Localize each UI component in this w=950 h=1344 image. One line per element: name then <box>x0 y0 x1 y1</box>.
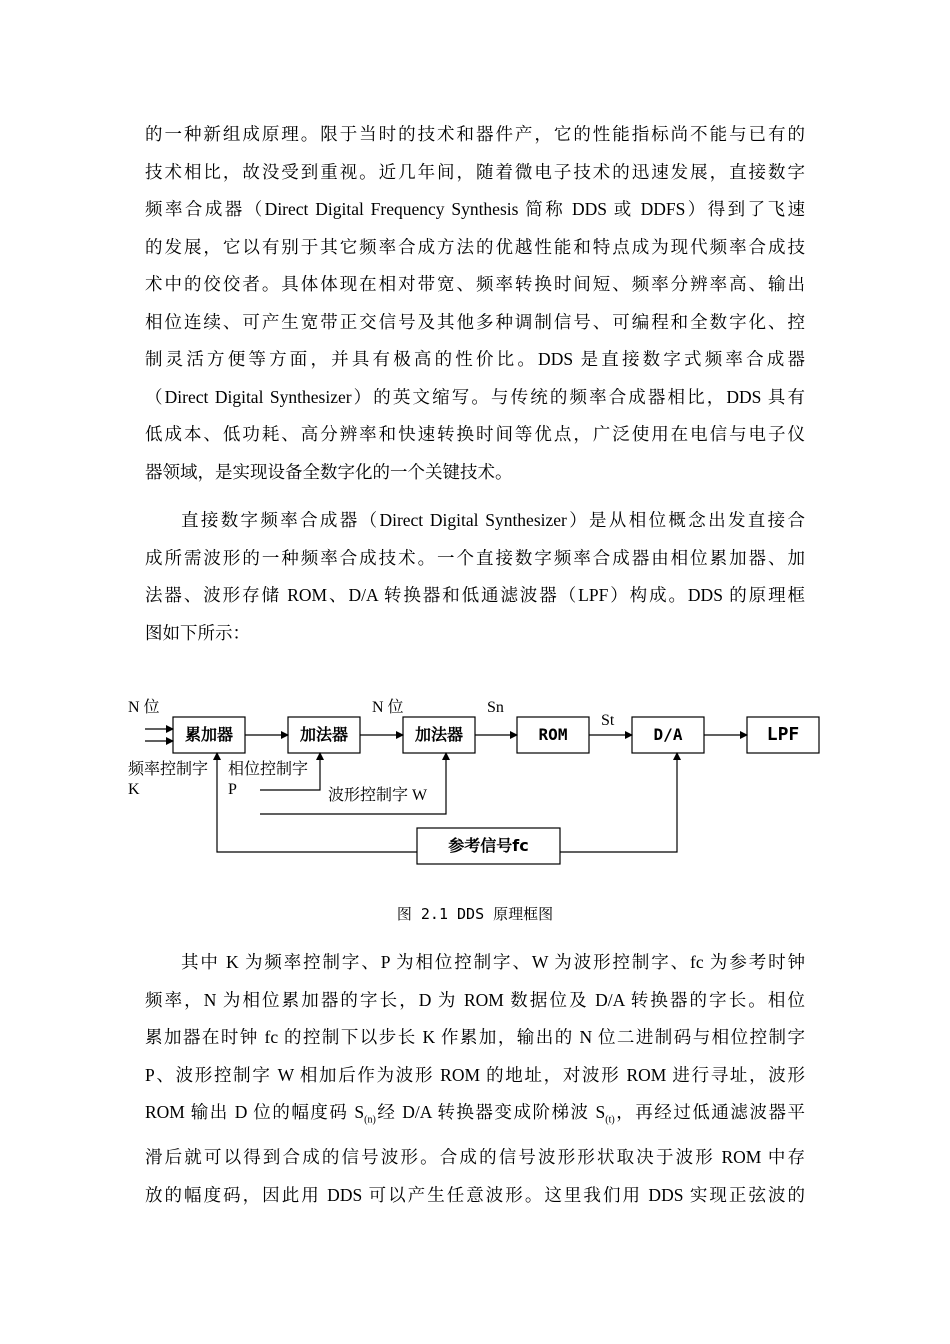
n-bits-left-label: N 位 <box>128 699 160 716</box>
text-run: ，再经过低通滤波器平 <box>614 1102 806 1122</box>
da-label: D/A <box>653 725 683 744</box>
text-line: 术中的佼佼者。具体体现在相对带宽、频率转换时间短、频率分辨率高、输出 <box>145 274 805 294</box>
text-line: 低成本、低功耗、高分辨率和快速转换时间等优点，广泛使用在电信与电子仪 <box>145 424 805 444</box>
lpf-label: LPF <box>766 724 800 745</box>
sn-label: Sn <box>487 699 504 716</box>
text-line: 技术相比，故没受到重视。近几年间，随着微电子技术的迅速发展，直接数字 <box>145 161 805 182</box>
st-label: St <box>601 712 615 729</box>
text-line <box>145 1094 805 1139</box>
text-line: 直接数字频率合成器（Direct Digital Synthesizer）是从相位概念出发直接合 <box>181 510 805 530</box>
text-run: 放的幅度码，因此用 DDS 可以产生任意波形。这里我们用 DDS 实现正弦波的 <box>145 1184 805 1205</box>
text-line <box>145 1177 805 1215</box>
subscript: (n) <box>364 1114 376 1126</box>
accumulator-label: 累加器 <box>184 725 233 744</box>
text-line: 制灵活方便等方面，并具有极高的性价比。DDS 是直接数字式频率合成器 <box>145 349 805 369</box>
text-line: 频率合成器（Direct Digital Frequency Synthesis 简称 DDS 或 DDFS）得到了飞速 <box>145 199 805 219</box>
p-label: P <box>228 781 237 798</box>
text-run: 累加器在时钟 fc 的控制下以步长 K 作累加，输出的 N 位二进制码与相位控制字 <box>145 1027 805 1047</box>
text-run: 其中 K 为频率控制字、P 为相位控制字、W 为波形控制字、fc 为参考时钟 <box>181 952 805 972</box>
phase-word-label: 相位控制字 <box>228 761 309 778</box>
text-line: 法器、波形存储 ROM、D/A 转换器和低通滤波器（LPF）构成。DDS 的原理框 <box>145 585 805 605</box>
text-line: 成所需波形的一种频率合成技术。一个直接数字频率合成器由相位累加器、加 <box>145 547 805 568</box>
text-line: （Direct Digital Synthesizer）的英文缩写。与传统的频率合成器相比，DDS 具有 <box>145 386 805 407</box>
adder2-label: 加法器 <box>414 725 463 744</box>
text-line <box>145 1139 805 1177</box>
figure-caption: 图 2.1 DDS 原理框图 <box>396 905 554 923</box>
text-line: 的一种新组成原理。限于当时的技术和器件产，它的性能指标尚不能与已有的 <box>145 124 805 144</box>
n-bits-mid-label: N 位 <box>372 699 404 716</box>
text-line: 的发展，它以有别于其它频率合成方法的优越性能和特点成为现代频率合成技 <box>145 236 805 257</box>
subscript: (t) <box>605 1114 615 1126</box>
paragraph-explanation <box>145 944 805 1214</box>
wave-word-label: 波形控制字 W <box>328 787 428 804</box>
text-line: 相位连续、可产生宽带正交信号及其他多种调制信号、可编程和全数字化、控 <box>145 311 805 332</box>
k-label: K <box>128 781 140 798</box>
rom-label: ROM <box>538 725 568 744</box>
text-line: 器领域，是实现设备全数字化的一个关键技术。 <box>145 461 513 482</box>
ref-label: 参考信号fc <box>448 836 529 855</box>
text-line <box>145 1019 805 1057</box>
paragraph-dds-structure <box>145 502 805 652</box>
text-line <box>145 944 805 982</box>
text-line: 图如下所示： <box>145 622 250 643</box>
freq-word-label: 频率控制字 <box>128 761 209 778</box>
text-run: 频率，N 为相位累加器的字长，D 为 ROM 数据位及 D/A 转换器的字长。相位 <box>145 989 805 1010</box>
dds-block-diagram <box>120 690 840 880</box>
text-run: 滑后就可以得到合成的信号波形。合成的信号波形形状取决于波形 ROM 中存 <box>145 1147 805 1167</box>
text-run: 经 D/A 转换器变成阶梯波 S <box>375 1102 606 1122</box>
text-run: ROM 输出 D 位的幅度码 S <box>145 1102 365 1122</box>
text-line <box>145 1057 805 1095</box>
paragraph-intro <box>145 116 805 491</box>
adder1-label: 加法器 <box>299 725 348 744</box>
text-line <box>145 982 805 1020</box>
text-run: P、波形控制字 W 相加后作为波形 ROM 的地址，对波形 ROM 进行寻址，波形 <box>145 1064 805 1085</box>
